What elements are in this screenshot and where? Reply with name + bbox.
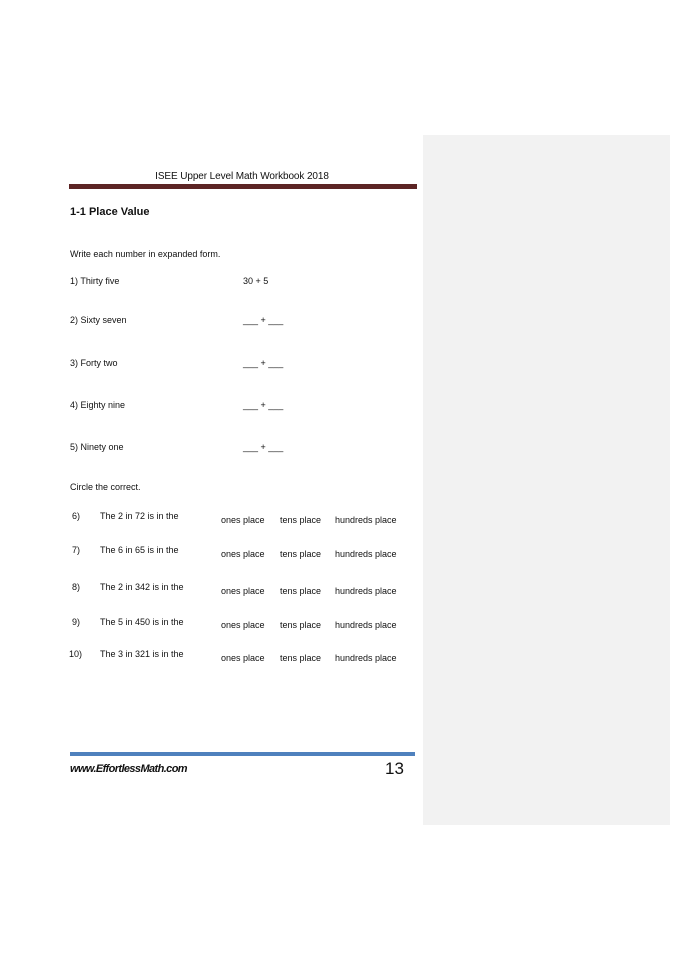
- question-8-text: The 2 in 342 is in the: [100, 582, 184, 592]
- question-9-option-tens[interactable]: tens place: [280, 620, 322, 630]
- question-10-text: The 3 in 321 is in the: [100, 649, 184, 659]
- header-title: ISEE Upper Level Math Workbook 2018: [155, 171, 329, 182]
- question-8-option-hundreds[interactable]: hundreds place: [335, 586, 397, 596]
- question-9-option-hundreds[interactable]: hundreds place: [335, 620, 397, 630]
- exercise-4-label: 4) Eighty nine: [70, 400, 126, 410]
- comment-side-panel: [423, 135, 670, 825]
- exercise-4-answer: ___ + ___: [243, 400, 284, 410]
- expanded-form-instruction: Write each number in expanded form.: [70, 249, 221, 259]
- question-10-option-hundreds[interactable]: hundreds place: [335, 653, 397, 663]
- question-7-option-ones[interactable]: ones place: [221, 549, 265, 559]
- exercise-1-answer: 30 + 5: [243, 276, 269, 286]
- footer-divider: [70, 752, 415, 756]
- exercise-3-answer: ___ + ___: [243, 358, 284, 368]
- question-10-option-ones[interactable]: ones place: [221, 653, 265, 663]
- header-divider: [69, 184, 417, 189]
- exercise-5-label: 5) Ninety one: [70, 442, 124, 452]
- exercise-2-label: 2) Sixty seven: [70, 315, 127, 325]
- question-8-option-ones[interactable]: ones place: [221, 586, 265, 596]
- question-9-option-ones[interactable]: ones place: [221, 620, 265, 630]
- question-10-number: 10): [69, 649, 83, 659]
- question-7-text: The 6 in 65 is in the: [100, 545, 179, 555]
- exercise-2-answer: ___ + ___: [243, 315, 284, 325]
- question-6-text: The 2 in 72 is in the: [100, 511, 179, 521]
- question-8-number: 8): [72, 582, 81, 592]
- question-7-option-hundreds[interactable]: hundreds place: [335, 549, 397, 559]
- question-10-option-tens[interactable]: tens place: [280, 653, 322, 663]
- question-6-option-hundreds[interactable]: hundreds place: [335, 515, 397, 525]
- exercise-1-label: 1) Thirty five: [70, 276, 120, 286]
- circle-instruction: Circle the correct.: [70, 482, 141, 492]
- page-number: 13: [385, 759, 404, 778]
- section-title: 1-1 Place Value: [70, 206, 150, 218]
- question-9-number: 9): [72, 617, 81, 627]
- exercise-3-label: 3) Forty two: [70, 358, 118, 368]
- question-7-option-tens[interactable]: tens place: [280, 549, 322, 559]
- question-9-text: The 5 in 450 is in the: [100, 617, 184, 627]
- question-6-option-ones[interactable]: ones place: [221, 515, 265, 525]
- question-7-number: 7): [72, 545, 81, 555]
- footer-url[interactable]: www.EffortlessMath.com: [70, 763, 187, 775]
- question-8-option-tens[interactable]: tens place: [280, 586, 322, 596]
- question-6-number: 6): [72, 511, 81, 521]
- exercise-5-answer: ___ + ___: [243, 442, 284, 452]
- question-6-option-tens[interactable]: tens place: [280, 515, 322, 525]
